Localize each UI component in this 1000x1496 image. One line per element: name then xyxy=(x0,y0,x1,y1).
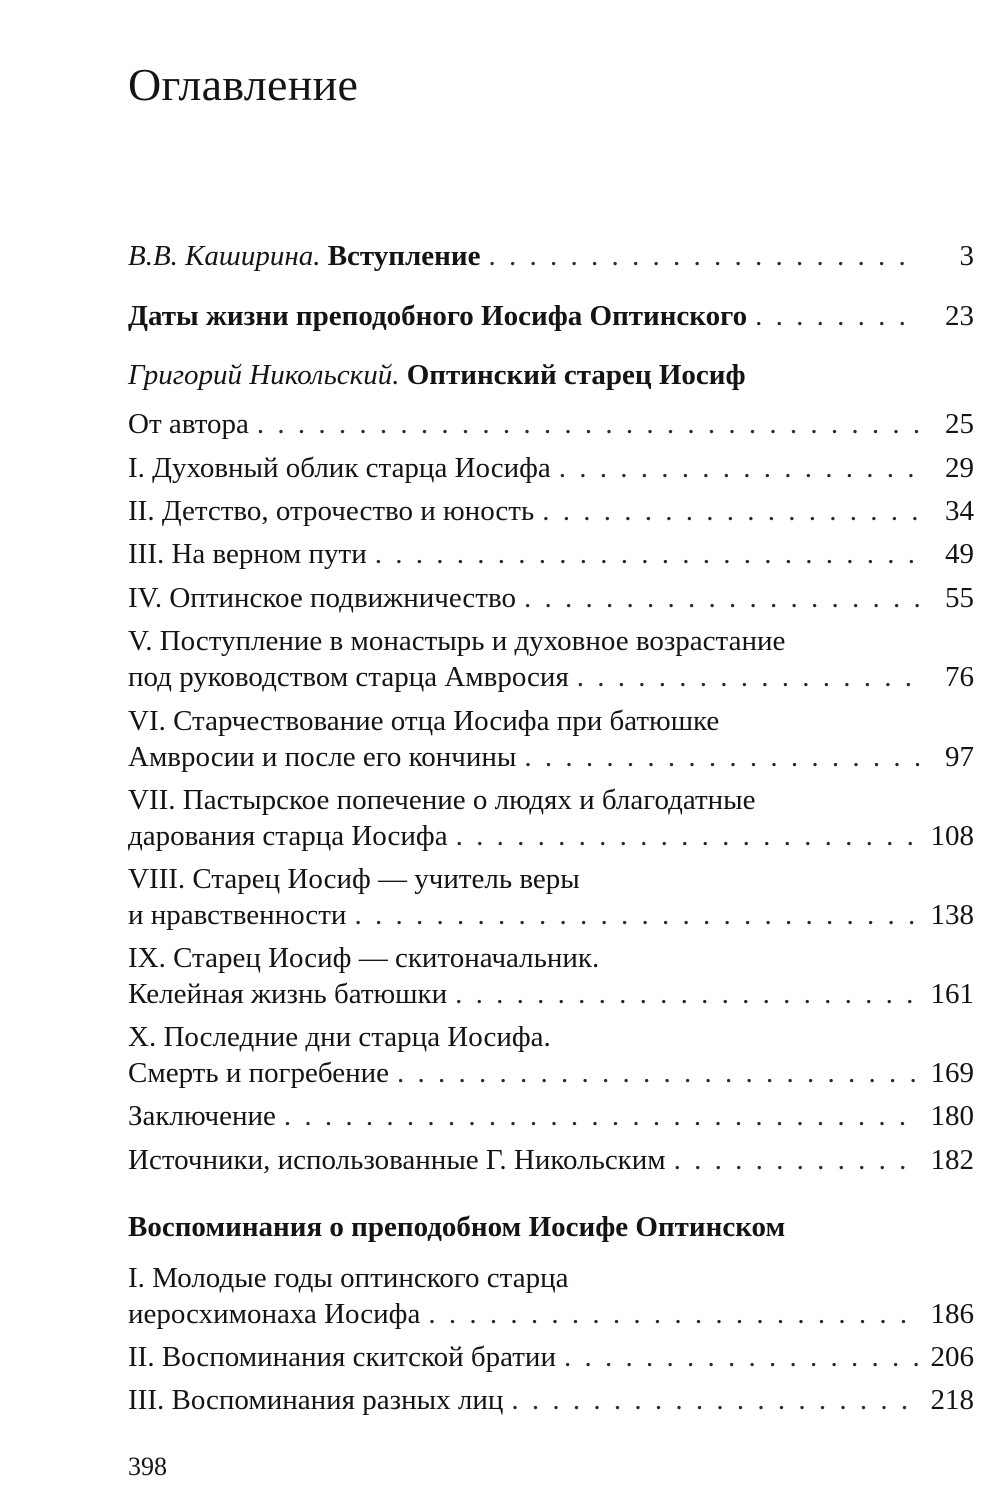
entry-title: Источники, использованные Г. Никольским xyxy=(128,1144,666,1176)
leader-dots xyxy=(524,580,920,616)
entry-title-line2: и нравственности xyxy=(128,899,347,931)
page-number: 398 xyxy=(128,1452,167,1481)
toc-entry[interactable] xyxy=(128,406,974,442)
leader-dots xyxy=(257,406,920,442)
page-ref: 55 xyxy=(945,582,974,614)
page-title: Оглавление xyxy=(128,59,359,110)
entry-title: II. Воспоминания скитской братии xyxy=(128,1341,556,1373)
entry-title-line2: Смерть и погребение xyxy=(128,1057,390,1089)
page-ref: 49 xyxy=(945,538,974,570)
entry-title: IV. Оптинское подвижничество xyxy=(128,582,516,614)
entry-title: III. На верном пути xyxy=(128,538,367,570)
toc-entry[interactable] xyxy=(128,580,974,616)
page-ref: 218 xyxy=(930,1384,974,1416)
entry-title-line2: Келейная жизнь батюшки xyxy=(128,978,448,1010)
toc-entry[interactable] xyxy=(128,703,974,775)
leader-dots xyxy=(674,1142,920,1178)
page-ref: 29 xyxy=(945,452,974,484)
intro-label: Вступление xyxy=(327,240,481,272)
section1-title: Оптинский старец Иосиф xyxy=(406,359,746,391)
toc-entry[interactable] xyxy=(128,1142,974,1178)
dates-label: Даты жизни преподобного Иосифа Оптинского xyxy=(128,300,748,332)
leader-dots xyxy=(375,536,920,572)
toc-entry-dates[interactable] xyxy=(128,298,974,334)
page-ref: 97 xyxy=(945,741,974,773)
entry-title-line1: VII. Пастырское попечение о людях и благодатные xyxy=(128,784,756,816)
leader-dots xyxy=(559,450,920,486)
leader-dots xyxy=(755,298,920,334)
leader-dots xyxy=(397,1055,920,1091)
section1-author: Григорий Никольский. xyxy=(128,359,400,391)
toc-entry[interactable] xyxy=(128,940,974,1012)
entry-title: II. Детство, отрочество и юность xyxy=(128,495,535,527)
leader-dots xyxy=(456,818,920,854)
toc-entry[interactable] xyxy=(128,1019,974,1091)
page-ref: 182 xyxy=(930,1144,974,1176)
toc-entry[interactable] xyxy=(128,861,974,933)
section-heading-nikolsky xyxy=(128,357,746,393)
toc-entry[interactable] xyxy=(128,782,974,854)
intro-author: В.В. Каширина. xyxy=(128,240,321,272)
leader-dots xyxy=(488,238,920,274)
page-ref: 3 xyxy=(959,240,974,272)
toc-entry[interactable] xyxy=(128,623,974,695)
entry-title-line1: X. Последние дни старца Иосифа. xyxy=(128,1021,551,1053)
page-ref: 161 xyxy=(930,978,974,1010)
leader-dots xyxy=(428,1296,920,1332)
entry-title: III. Воспоминания разных лиц xyxy=(128,1384,504,1416)
page-ref: 138 xyxy=(930,899,974,931)
entry-title-line1: I. Молодые годы оптинского старца xyxy=(128,1262,569,1294)
toc-entry[interactable] xyxy=(128,1260,974,1332)
page-ref: 23 xyxy=(945,300,974,332)
page-ref: 34 xyxy=(945,495,974,527)
entry-title-line2: иеросхимонаха Иосифа xyxy=(128,1298,421,1330)
leader-dots xyxy=(577,659,920,695)
entry-title: Заключение xyxy=(128,1100,276,1132)
toc-entry[interactable] xyxy=(128,1339,974,1375)
leader-dots xyxy=(455,976,920,1012)
page-ref: 25 xyxy=(945,408,974,440)
toc-entry[interactable] xyxy=(128,450,974,486)
entry-title: От автора xyxy=(128,408,249,440)
entry-title-line1: VIII. Старец Иосиф — учитель веры xyxy=(128,863,580,895)
page-ref: 76 xyxy=(945,661,974,693)
page-ref: 169 xyxy=(930,1057,974,1089)
toc-entry[interactable] xyxy=(128,1382,974,1418)
leader-dots xyxy=(354,897,920,933)
toc-entry-intro[interactable] xyxy=(128,238,974,274)
leader-dots xyxy=(564,1339,920,1375)
entry-title-line2: Амвросии и после его кончины xyxy=(128,741,517,773)
leader-dots xyxy=(284,1098,920,1134)
entry-title-line1: IX. Старец Иосиф — скитоначальник. xyxy=(128,942,600,974)
leader-dots xyxy=(511,1382,920,1418)
entry-title-line1: VI. Старчествование отца Иосифа при батюшке xyxy=(128,705,720,737)
page-ref: 186 xyxy=(930,1298,974,1330)
leader-dots xyxy=(524,739,920,775)
toc-entry[interactable] xyxy=(128,493,974,529)
entry-title: I. Духовный облик старца Иосифа xyxy=(128,452,551,484)
section-heading-memories: Воспоминания о преподобном Иосифе Оптинском xyxy=(128,1211,786,1243)
page-ref: 206 xyxy=(930,1341,974,1373)
page-ref: 180 xyxy=(930,1100,974,1132)
toc-entry[interactable] xyxy=(128,536,974,572)
entry-title-line1: V. Поступление в монастырь и духовное возрастание xyxy=(128,625,786,657)
entry-title-line2: под руководством старца Амвросия xyxy=(128,661,569,693)
toc-entry[interactable] xyxy=(128,1098,974,1134)
page-ref: 108 xyxy=(930,820,974,852)
leader-dots xyxy=(542,493,920,529)
entry-title-line2: дарования старца Иосифа xyxy=(128,820,448,852)
